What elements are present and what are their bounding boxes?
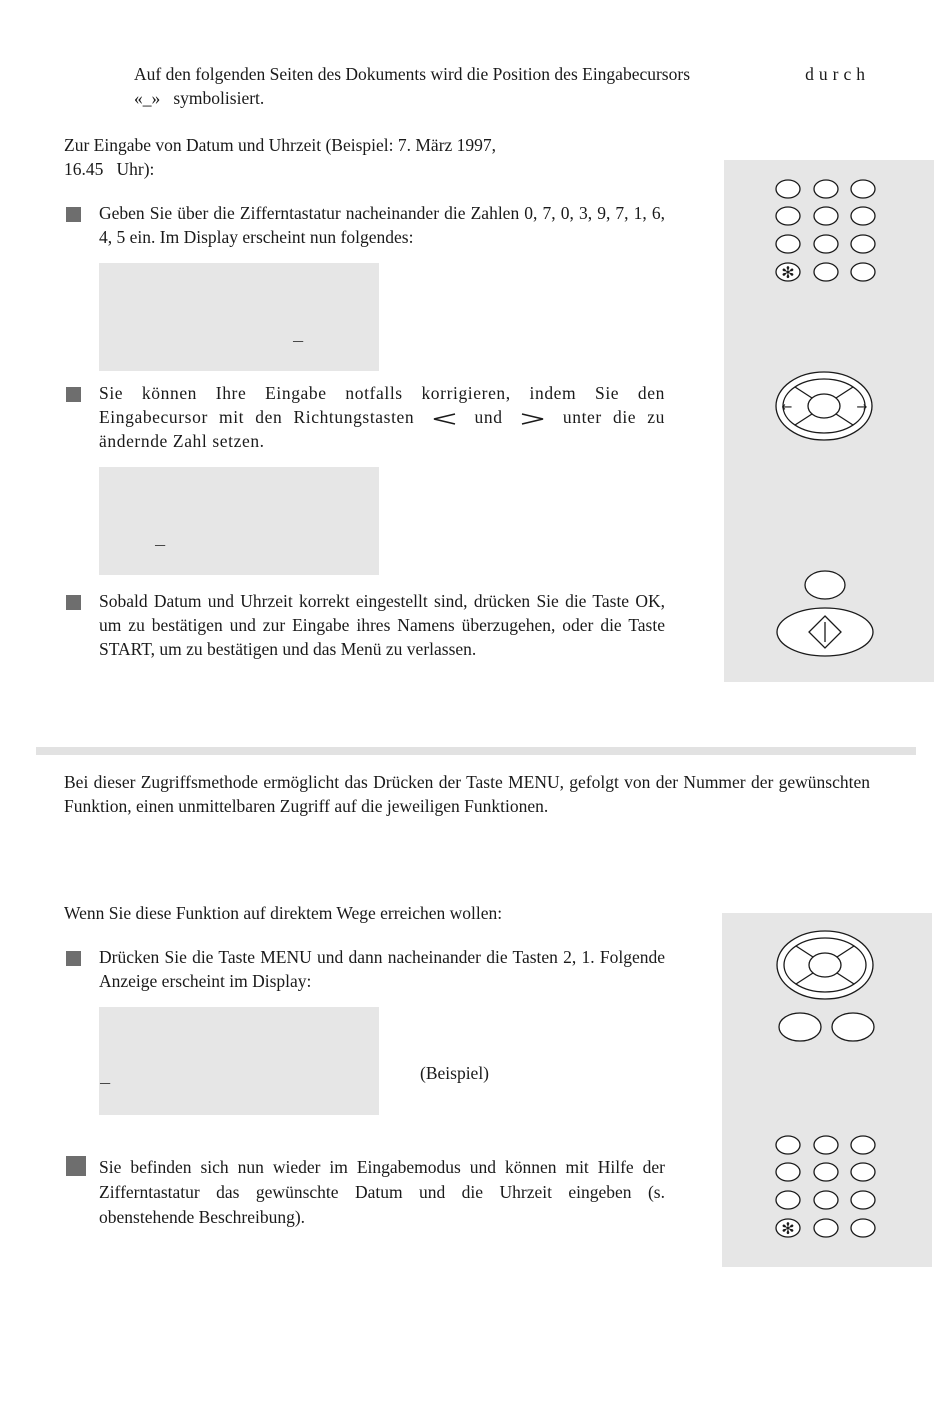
step2-text: [99, 381, 665, 453]
direct-step2-bullet: [66, 1156, 86, 1176]
intro-line-2: «_» symbolisiert.: [134, 88, 265, 108]
nav-left-arrow-icon: ←: [781, 400, 793, 415]
intro-line-1: [134, 62, 870, 86]
step2-text-part2: unter die zu ändernde Zahl setzen.: [99, 407, 666, 451]
display-2: [99, 467, 379, 575]
nav-right-arrow-icon: →: [856, 400, 868, 415]
keypad-illustration: [724, 160, 934, 682]
step3-bullet: [66, 595, 81, 610]
left-chevron-icon: [431, 412, 457, 426]
display-3: [99, 1007, 379, 1115]
ok-key-icon: [805, 571, 845, 599]
example-label: (Beispiel): [420, 1063, 490, 1083]
menu-keys-icon: [779, 1013, 874, 1041]
direct-step1-text: Drücken Sie die Taste MENU und dann nacheinander die Tasten 2, 1. Folgende Anzeige erscheint im Display:: [99, 947, 665, 991]
side-panel-datetime: [724, 160, 934, 682]
direct-step1-bullet: [66, 951, 81, 966]
step2-bullet: [66, 387, 81, 402]
step2-text-part1: Sie können Ihre Eingabe notfalls korrigieren, indem Sie den Eingabecursor mit den Richtungstasten: [99, 383, 665, 427]
side-panel-direct: [722, 913, 932, 1267]
intro-line-1-text: Auf den folgenden Seiten des Dokuments wird die Position des Eingabecursors: [134, 64, 691, 84]
step1-text: Geben Sie über die Zifferntastatur nacheinander die Zahlen 0, 7, 0, 3, 9, 7, 1, 6, 4, 5 ein. Im Display erscheint nun folgendes:: [99, 203, 665, 247]
display-2-cursor: _: [155, 531, 166, 550]
display-3-cursor: _: [100, 1069, 111, 1088]
datetime-intro-line-2: 16.45 Uhr):: [64, 159, 155, 179]
step3-text: Sobald Datum und Uhrzeit korrekt eingestellt sind, drücken Sie die Taste OK, um zu bestätigen und zur Eingabe ihres Namens überzugehen, oder die Taste START, um zu bestätigen und das Menü zu verlassen.: [99, 591, 665, 659]
direct-access-text: Bei dieser Zugriffsmethode ermöglicht das Drücken der Taste MENU, gefolgt von der Nummer der gewünschten Funktion, einen unmittelbaren Zugriff auf die jeweiligen Funktionen.: [64, 772, 870, 816]
menu-keys-illustration: [722, 913, 932, 1267]
direct-step2-text: Sie befinden sich nun wieder im Eingabemodus und können mit Hilfe der Zifferntastatur das gewünschte Datum und die Uhrzeit eingeben (s. obenstehende Beschreibung).: [99, 1157, 665, 1227]
direct-function-intro: Wenn Sie diese Funktion auf direktem Wege erreichen wollen:: [64, 903, 503, 923]
display-1-cursor: _: [293, 327, 304, 346]
section-divider: [36, 747, 916, 755]
step2-and: und: [474, 407, 503, 427]
display-1: [99, 263, 379, 371]
right-chevron-icon: [520, 412, 546, 426]
step1-bullet: [66, 207, 81, 222]
keypad-star-icon: ✻: [781, 263, 795, 282]
start-key-icon: [777, 608, 873, 656]
navigation-pad-icon-2: [777, 931, 873, 999]
datetime-intro-line-1: Zur Eingabe von Datum und Uhrzeit (Beispiel: 7. März 1997,: [64, 135, 497, 155]
keypad-star-icon-2: ✻: [781, 1219, 795, 1238]
intro-line-1-tail: durch: [805, 64, 870, 84]
